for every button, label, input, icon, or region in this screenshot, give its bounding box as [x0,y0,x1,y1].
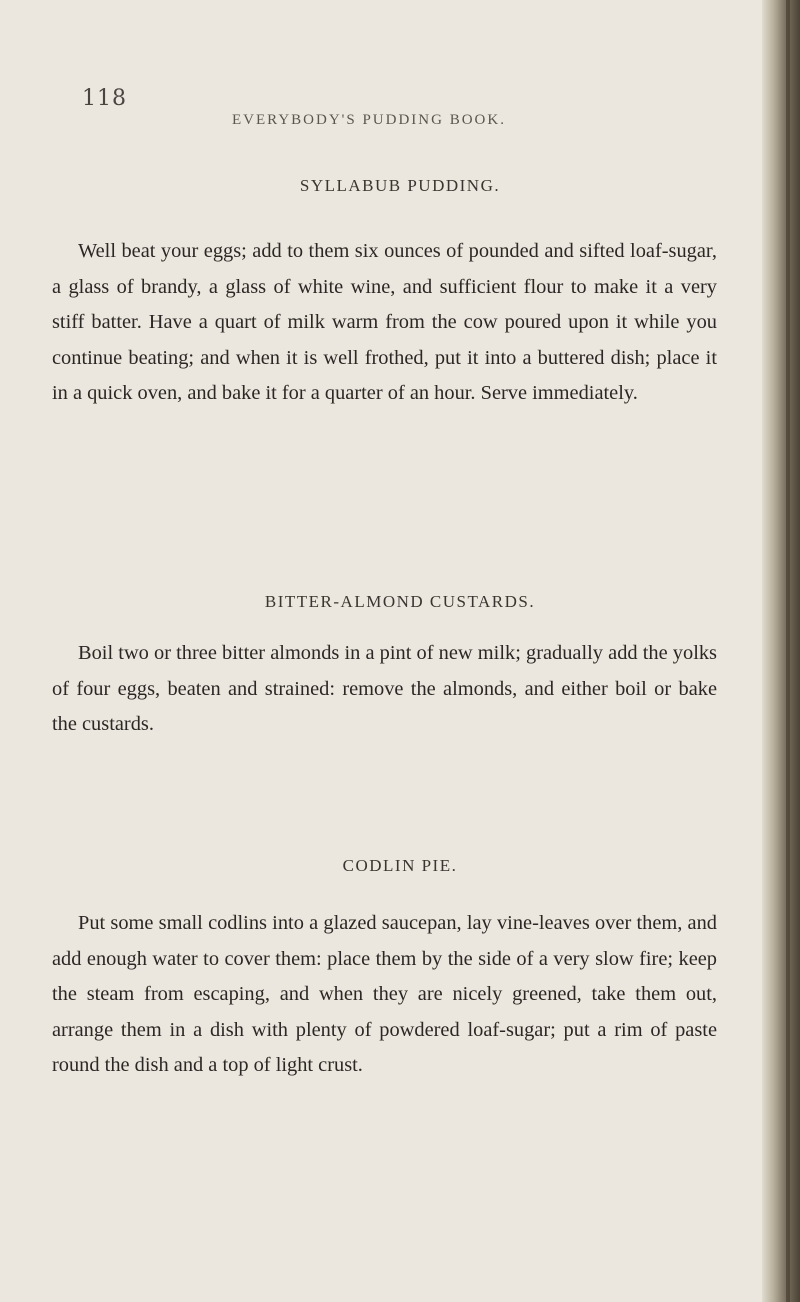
recipe-title-bitter-almond: BITTER-ALMOND CUSTARDS. [264,592,536,611]
recipe-body-codlin-pie: Put some small codlins into a glazed saucepan, lay vine-leaves over them, and add enough water to cover them: place them by the side of a very slow fire; keep the steam from escaping, and when they are nicely greened, take them out, arrange them in a dish with plenty of powdered loaf-sugar; put a rim of paste round the dish and a top of light crust. [52,912,717,1077]
recipe-body-bitter-almond: Boil two or three bitter almonds in a pint of new milk; gradually add the yolks of four eggs, beaten and strained: remove the almonds, and either boil or bake the custards. [52,642,717,736]
running-head: EVERYBODY'S PUDDING BOOK. [232,112,506,128]
recipe-title-syllabub: SYLLABUB PUDDING. [299,176,501,195]
page-number: 118 [82,86,127,111]
recipe-title-codlin-pie: CODLIN PIE. [342,856,458,875]
recipe-body-syllabub: Well beat your eggs; add to them six ounces of pounded and sifted loaf-sugar, a glass of brandy, a glass of white wine, and sufficient flour to make it a very stiff batter. Have a quart of milk warm from the cow poured upon it while you continue beating; and when it is well frothed, put it into a buttered dish; place it in a quick oven, and bake it for a quarter of an hour. Serve immediately. [52,240,717,405]
